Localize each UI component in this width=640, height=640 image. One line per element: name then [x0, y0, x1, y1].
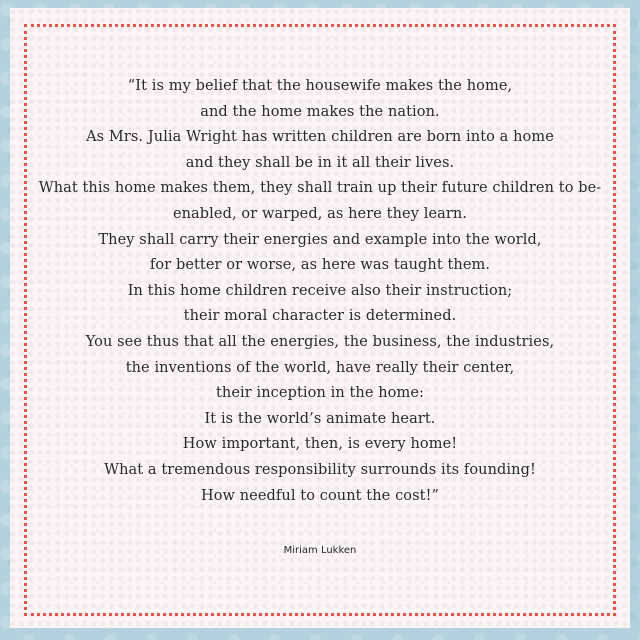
- quote-line: They shall carry their energies and example into the world,: [98, 231, 542, 248]
- quote-line: their inception in the home:: [215, 385, 425, 402]
- quote-line: the inventions of the world, have really their center,: [125, 359, 515, 376]
- quote-line: What this home makes them, they shall train up their future children to be-: [38, 180, 602, 197]
- quote-line: “It is my belief that the housewife makes the home,: [127, 78, 513, 94]
- quote-text: [10, 74, 630, 509]
- quote-line: How important, then, is every home!: [182, 436, 458, 453]
- author-name: Miriam Lukken: [283, 545, 357, 556]
- quote-line: and the home makes the nation.: [200, 103, 440, 120]
- quote-line: As Mrs. Julia Wright has written children are born into a home: [86, 129, 554, 146]
- quote-line: You see thus that all the energies, the business, the industries,: [85, 333, 555, 350]
- quote-line: How needful to count the cost!”: [200, 487, 440, 504]
- quote-line: for better or worse, as here was taught them.: [149, 257, 491, 274]
- quote-card: [10, 8, 630, 628]
- quote-line: It is the world’s animate heart.: [204, 410, 436, 427]
- quote-line: and they shall be in it all their lives.: [185, 154, 455, 171]
- quote-line: enabled, or warped, as here they learn.: [172, 205, 468, 222]
- quote-line: their moral character is determined.: [183, 308, 457, 325]
- quote-line: In this home children receive also their instruction;: [127, 282, 513, 299]
- quote-line: What a tremendous responsibility surrounds its founding!: [104, 461, 536, 478]
